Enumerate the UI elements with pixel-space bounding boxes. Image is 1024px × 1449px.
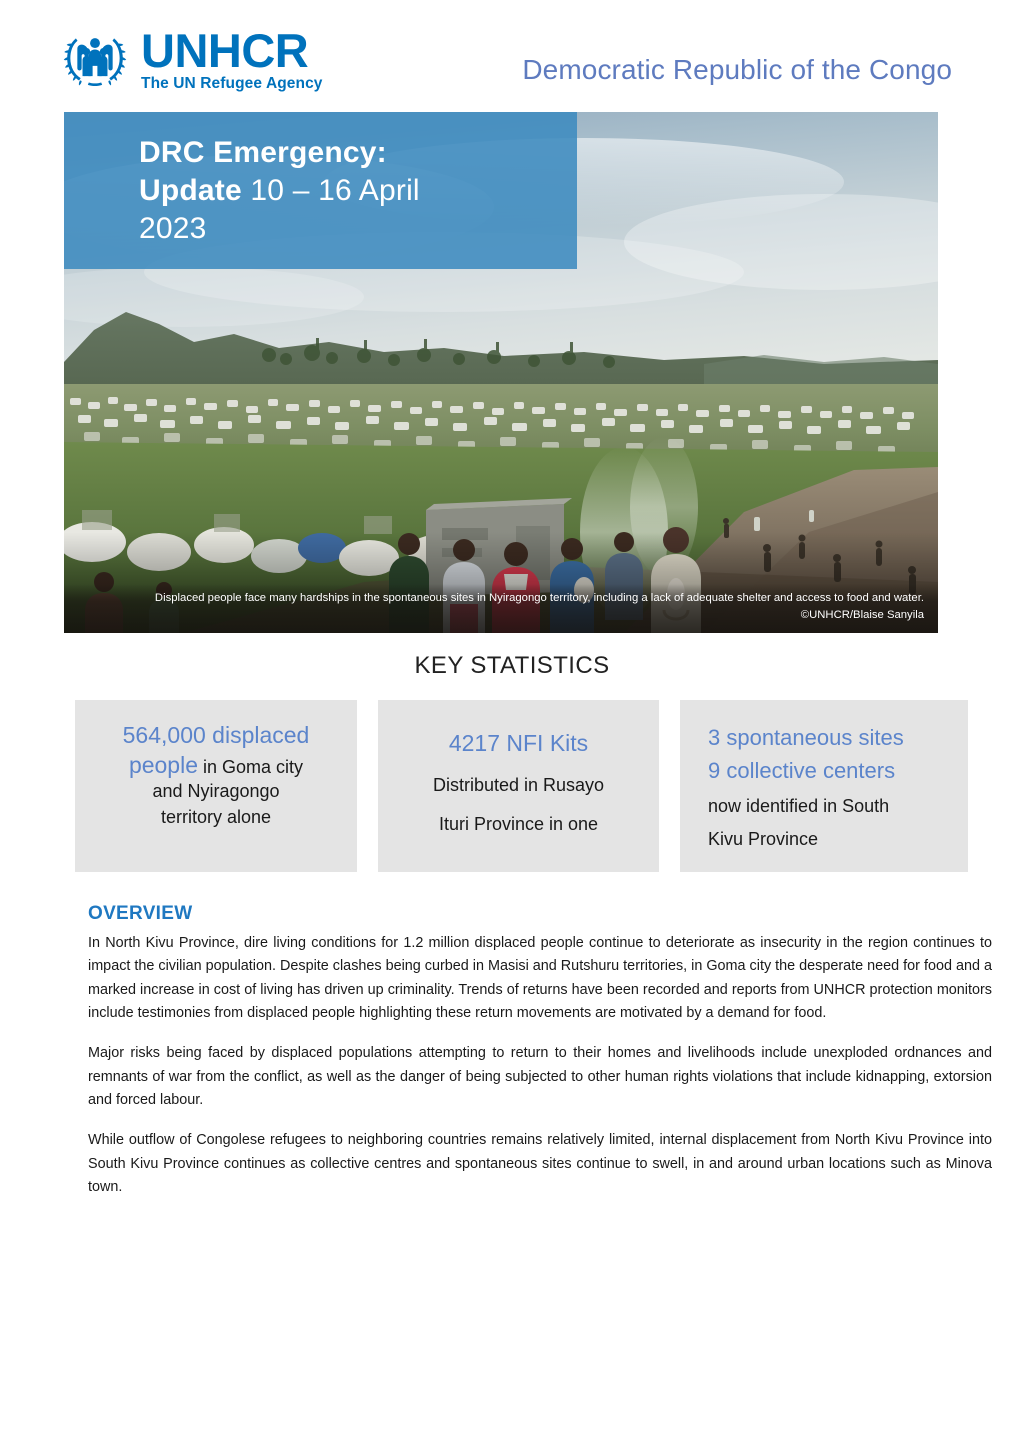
stat-value-displaced: 564,000 displaced <box>122 722 310 748</box>
title-banner <box>64 112 577 269</box>
unhcr-tagline: The UN Refugee Agency <box>141 75 323 93</box>
title-emergency-label: DRC Emergency: <box>139 136 387 169</box>
title-line-2 <box>139 172 551 210</box>
stat-label-ituri-province: Ituri Province in one <box>438 814 599 835</box>
page-header <box>0 0 1024 112</box>
title-line-3: 2023 <box>139 212 207 246</box>
stat-line-people-goma <box>89 752 343 779</box>
stat-value-nfi-kits: 4217 NFI Kits <box>448 730 589 756</box>
stat-box-displaced-people <box>75 700 357 872</box>
stat-label-kivu-province: Kivu Province <box>708 829 819 850</box>
key-statistics-heading: KEY STATISTICS <box>414 652 610 679</box>
title-line-1 <box>139 134 551 172</box>
stat-label-territory-alone: territory alone <box>160 806 272 827</box>
stat-label-nyiragongo: and Nyiragongo <box>152 781 280 802</box>
hero-photo <box>64 112 938 633</box>
photo-caption: Displaced people face many hardships in the spontaneous sites in Nyiragongo territory, including a lack of adequate shelter and access to food and water. ©UNHCR/Blaise Sanyila <box>64 584 938 633</box>
key-statistics-row <box>75 700 968 872</box>
title-update-label: Update <box>139 174 242 208</box>
stat-box-sites-centers <box>680 700 968 872</box>
unhcr-logo <box>55 24 323 94</box>
stat-value-people: people <box>128 752 199 779</box>
overview-paragraph-2: Major risks being faced by displaced populations attempting to return to their homes and livelihoods include unexploded ordnances and remnants of war from the conflict, as well as the danger of being subjected to other human rights violations that include kidnapping, extorsion and forced labour. <box>88 1045 992 1108</box>
stat-label-distributed-rusayo: Distributed in Rusayo <box>432 775 605 796</box>
stat-label-now-identified: now identified in South <box>708 796 890 817</box>
unhcr-emblem-icon <box>55 24 135 94</box>
unhcr-logo-text <box>141 24 323 93</box>
overview-paragraph-1: In North Kivu Province, dire living conditions for 1.2 million displaced people continue to deteriorate as insecurity in the region continues to impact the civilian population. Despite clashes being curbed in Masisi and Rutshuru territories, in Goma city the desperate need for food and a marked increase in cost of living has driven up criminality. Trends of returns have been recorded and reports from UNHCR protection monitors include testimonies from displaced people highlighting these return movements are motivated by a demand for food. <box>88 935 992 1021</box>
stat-box-nfi-kits <box>378 700 659 872</box>
overview-body <box>88 932 992 1199</box>
overview-paragraph-3: While outflow of Congolese refugees to neighboring countries remains relatively limited, internal displacement from North Kivu Province into South Kivu Province continues as collective centres and spontaneous sites continue to swell, in and around urban locations such as Minova town. <box>88 1132 992 1195</box>
stat-value-collective-centers: 9 collective centers <box>708 757 896 783</box>
unhcr-wordmark: UNHCR <box>141 24 309 77</box>
title-date-range: 10 – 16 April <box>241 174 420 208</box>
stat-label-goma-city: in Goma city <box>198 757 304 778</box>
stat-value-spontaneous-sites: 3 spontaneous sites <box>708 725 904 750</box>
overview-heading: OVERVIEW <box>88 903 193 924</box>
country-title: Democratic Republic of the Congo <box>522 54 952 85</box>
